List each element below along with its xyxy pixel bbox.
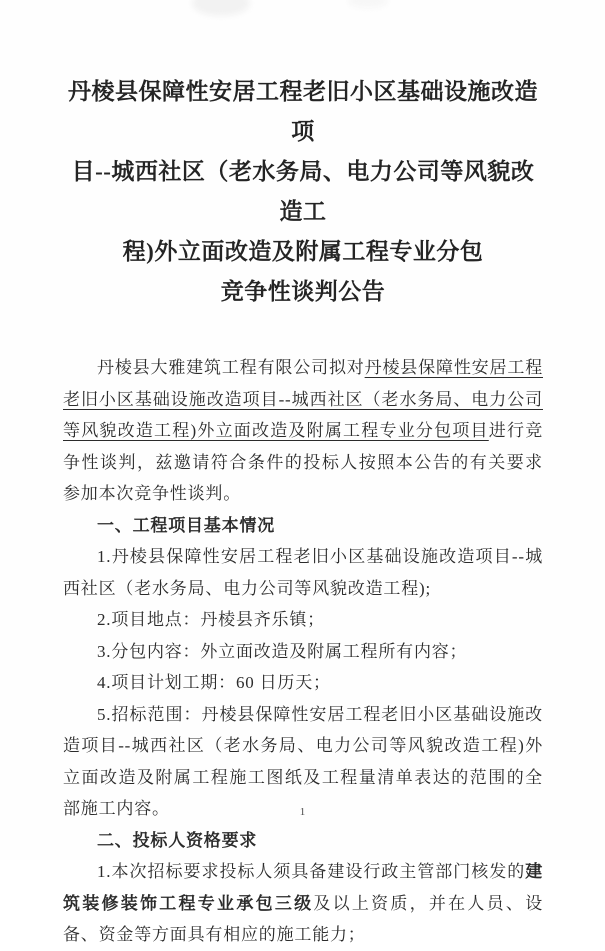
title-line-3: 程)外立面改造及附属工程专业分包 (122, 239, 484, 264)
intro-prefix: 丹棱县大雅建筑工程有限公司拟对 (97, 358, 365, 377)
section2-heading: 二、投标人资格要求 (97, 830, 258, 850)
section1-item-5: 5.招标范围：丹棱县保障性安居工程老旧小区基础设施改造项目--城西社区（老水务局、电力公司等风貌改造工程)外立面改造及附属工程施工图纸及工程量清单表达的范围的全部施工内容。 (63, 704, 543, 818)
scan-artifact (348, 0, 388, 8)
section1-item-3: 3.分包内容：外立面改造及附属工程所有内容； (97, 641, 468, 661)
section1-item-1: 1.丹棱县保障性安居工程老旧小区基础设施改造项目--城西社区（老水务局、电力公司等风貌改造工程); (63, 547, 543, 598)
section1-item-2: 2.项目地点：丹棱县齐乐镇； (97, 610, 325, 629)
intro-underlined-project-name: 丹棱县保障性安居工程老旧小区基础设施改造项目--城西社区（老水务局、电力公司等风貌改造工程)外立面改造及附属工程专业分包项目 (63, 358, 543, 440)
page-number: 1 (299, 806, 306, 818)
intro-suffix: 进行竞争性谈判，兹邀请符合条件的投标人按照本公告的有关要求参加本次竞争性谈判。 (63, 421, 543, 503)
title-line-4: 竞争性谈判公告 (220, 279, 386, 304)
title-line-1: 丹棱县保障性安居工程老旧小区基础设施改造项 (68, 79, 538, 144)
title-line-2: 目--城西社区（老水务局、电力公司等风貌改造工 (71, 159, 535, 224)
document-body (63, 352, 543, 951)
section1-item-4: 4.项目计划工期：60 日历天； (97, 673, 331, 692)
qualification-prefix: 1.本次招标要求投标人须具备建设行政主管部门核发的 (97, 862, 526, 881)
scan-artifact (192, 0, 250, 16)
qualification-suffix: 及以上资质，并在人员、设备、资金等方面具有相应的施工能力； (63, 893, 543, 944)
intro-paragraph (63, 352, 543, 510)
section2-item-1 (63, 856, 543, 951)
document-title (63, 72, 543, 312)
section1-heading: 一、工程项目基本情况 (97, 515, 275, 535)
qualification-bold: 建筑装修装饰工程专业承包三级 (63, 862, 543, 913)
